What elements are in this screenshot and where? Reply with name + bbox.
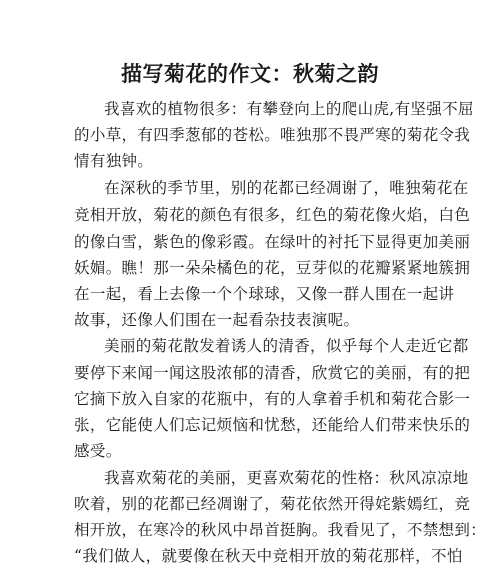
- text-line: 故事，还像人们围在一起看杂技表演呢。: [74, 311, 360, 329]
- text-line: 它摘下放入自家的花瓶中，有的人拿着手机和菊花合影一: [74, 390, 471, 408]
- text-line: 感受。: [74, 442, 122, 460]
- text-line: 的像白雪，紫色的像彩霞。在绿叶的衬托下显得更加美丽: [74, 233, 471, 251]
- text-line: 相开放，在寒冷的秋风中昂首挺胸。我看见了，不禁想到：: [74, 521, 487, 539]
- text-line: 妖媚。瞧！那一朵朵橘色的花，豆芽似的花瓣紧紧地簇拥: [74, 259, 471, 277]
- text-line: 美丽的菊花散发着诱人的清香，似乎每个人走近它都: [104, 337, 469, 355]
- text-line: 在深秋的季节里，别的花都已经凋谢了，唯独菊花在: [104, 179, 469, 197]
- text-line: 的小草，有四季葱郁的苍松。唯独那不畏严寒的菊花令我: [74, 126, 471, 144]
- document-title: 描写菊花的作文：秋菊之韵: [121, 61, 379, 86]
- text-line: 在一起，看上去像一个个球球，又像一群人围在一起讲: [74, 285, 455, 303]
- text-line: 吹着，别的花都已经凋谢了，菊花依然开得姹紫嫣红，竞: [74, 495, 471, 513]
- text-line: 情有独钟。: [74, 152, 154, 170]
- text-line: “我们做人，就要像在秋天中竞相开放的菊花那样，不怕: [74, 547, 463, 565]
- text-line: 竞相开放，菊花的颜色有很多，红色的菊花像火焰，白色: [74, 206, 471, 224]
- text-line: 张，它能使人们忘记烦恼和忧愁，还能给人们带来快乐的: [74, 416, 471, 434]
- text-line: 我喜欢的植物很多：有攀登向上的爬山虎,有坚强不屈: [104, 100, 474, 118]
- text-line: 我喜欢菊花的美丽，更喜欢菊花的性格：秋风凉凉地: [104, 469, 469, 487]
- text-line: 要停下来闻一闻这股浓郁的清香，欣赏它的美丽，有的把: [74, 364, 471, 382]
